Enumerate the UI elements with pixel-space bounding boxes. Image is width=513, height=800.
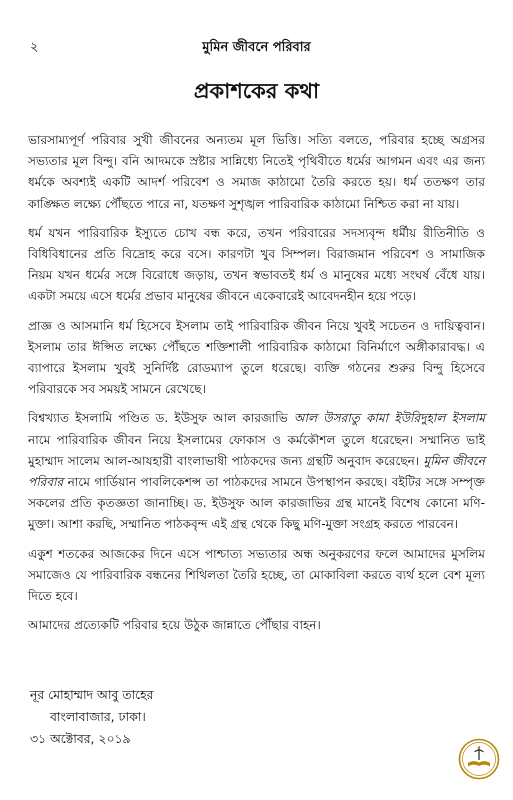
page-title: প্রকাশকের কথা [193,79,320,103]
paragraph-4 [28,408,485,535]
signature-date: ৩১ অক্টোবর, ২০১৯ [30,731,131,746]
page-number: ২ [30,40,39,55]
signature-block [30,684,153,750]
running-head: মুমিন জীবনে পরিবার [202,40,311,55]
publisher-book-emblem-icon [458,738,500,780]
paragraph-3: প্রাজ্ঞ ও আসমানি ধর্ম হিসেবে ইসলাম তাই পারিবারিক জীবন নিয়ে খুবই সচেতন ও দায়িত্ববান। ইসলাম তার ঈপ্সিত লক্ষ্যে পৌঁছতে শক্তিশালী পারিবারিক কাঠামো বিনির্মাণে অঙ্গীকারাবদ্ধ। এ ব্যাপারে ইসলাম খুবই সুনির্দিষ্ট রোডম্যাপ তুলে ধরেছে। ব্যক্তি গঠনের শুরুর বিন্দু হিসেবে পরিবারকে সব সময়ই সামনে রেখেছে। [28,318,485,397]
body-text [28,130,485,644]
signatory-name: নূর মোহাম্মাদ আবু তাহের [30,687,154,702]
paragraph-2: ধর্ম যখন পারিবারিক ইস্যুতে চোখ বন্ধ করে, তখন পরিবারের সদস্যবৃন্দ ধর্মীয় রীতিনীতি ও বিধিবিধানের প্রতি বিদ্রোহ করে বসে। কারণটা খুব সিম্পল। বিরাজমান পরিবেশ ও সামাজিক নিয়ম যখন ধর্মের সঙ্গে বিরোধে জড়ায়, তখন স্বভাবতই ধর্ম ও মানুষের মধ্যে সংঘর্ষ বেঁধে যায়। একটা সময়ে এসে ধর্মের প্রভাব মানুষের জীবনে একেবারেই আবেদনহীন হয়ে পড়ে। [28,225,485,304]
paragraph-4-text-b: নামে পারিবারিক জীবন নিয়ে ইসলামের ফোকাস ও কর্মকৌশল তুলে ধরেছেন। সম্মানিত ভাই মুহাম্মাদ সালেম আল-আযহারী বাংলাভাষী পাঠকদের জন্য গ্রন্থটি অনুবাদ করেছেন। [28,432,485,468]
paragraph-6: আমাদের প্রত্যেকটি পরিবার হয়ে উঠুক জান্নাতে পৌঁছার বাহন। [28,618,321,633]
paragraph-1: ভারসাম্যপূর্ণ পরিবার সুখী জীবনের অন্যতম মূল ভিত্তি। সত্যি বলতে, পরিবার হচ্ছে অগ্রসর সভ্যতার মূল বিন্দু। বনি আদমকে স্রষ্টার সান্নিধ্যে নিতেই পৃথিবীতে ধর্মের আগমন এবং এর জন্য ধর্মকে অবশ্যই একটি আদর্শ পরিবেশ ও সমাজ কাঠামো তৈরি করতে হয়। ধর্ম ততক্ষণ তার কাঙ্ক্ষিত লক্ষ্যে পৌঁছতে পারে না, যতক্ষণ সুশৃঙ্খল পারিবারিক কাঠামো নিশ্চিত করা না যায়। [28,133,485,211]
book-title-bangla: মুমিন জীবনে পরিবার [28,453,485,490]
paragraph-4-text-c: নামে গার্ডিয়ান পাবলিকেশন্স তা পাঠকদের সামনে উপস্থাপন করছে। বইটির সঙ্গে সম্পৃক্ত সকলের প্রতি কৃতজ্ঞতা জানাচ্ছি। ড. ইউসুফ আল কারজাভির গ্রন্থ মানেই বিশেষ কোনো মণি-মুক্তা। আশা করছি, সম্মানিত পাঠকবৃন্দ এই গ্রন্থ থেকে কিছু মণি-মুক্তা সংগ্রহ করতে পারবেন। [28,475,485,532]
signatory-place: বাংলাবাজার, ঢাকা। [50,709,146,724]
paragraph-5: একুশ শতকের আজকের দিনে এসে পাশ্চাত্য সভ্যতার অন্ধ অনুকরণের ফলে আমাদের মুসলিম সমাজেও যে পারিবারিক বন্ধনের শিথিলতা তৈরি হচ্ছে, তা মোকাবিলা করতে ব্যর্থ হলে বেশ মূল্য দিতে হবে। [28,546,485,604]
book-title-arabic: আল উসরাতু কামা ইউরিদুহাল ইসলাম [293,411,486,426]
paragraph-4-text-a: বিশ্বখ্যাত ইসলামি পণ্ডিত ড. ইউসুফ আল কারজাভি [28,411,294,426]
